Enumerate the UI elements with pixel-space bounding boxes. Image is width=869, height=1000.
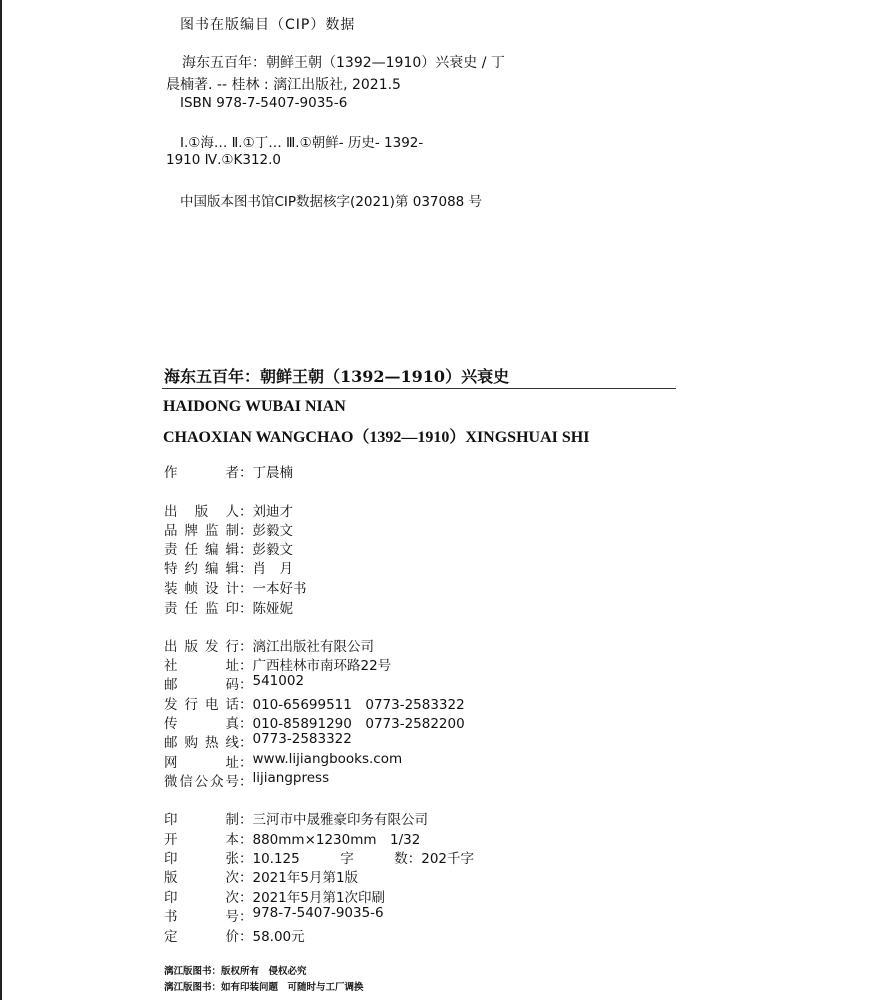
cip-classification-line-1: Ⅰ.①海… Ⅱ.①丁… Ⅲ.①朝鲜- 历史- 1392- [180, 135, 424, 151]
publisher-row-mail-order: 邮购热线 ： 0773-2583322 [164, 731, 352, 751]
printing-label: 开 本 [164, 832, 239, 848]
footer-quality-notice: 漓江版图书：如有印装问题 可随时与工厂调换 [164, 982, 364, 993]
cip-title-line-2: 晨楠著. -- 桂林 : 漓江出版社, 2021.5 [166, 77, 401, 93]
printing-label: 版 次 [164, 870, 239, 886]
publisher-label: 邮购热线 [164, 735, 239, 751]
cip-classification-line-2: 1910 Ⅳ.①K312.0 [166, 152, 282, 168]
publisher-value: 漓江出版社有限公司 [252, 639, 374, 655]
printing-row-impression: 印 次 ： 2021年5月第1次印刷 [164, 886, 385, 906]
publisher-value: 010-85891290 0773-2582200 [252, 716, 465, 732]
book-title-english-line-1: HAIDONG WUBAI NIAN [163, 398, 346, 415]
publisher-label: 网 址 [164, 755, 239, 771]
printing-row-format: 开 本 ： 880mm×1230mm 1/32 [164, 828, 420, 848]
publisher-label: 微信公众号 [164, 774, 239, 790]
credit-label: 装帧设计 [164, 581, 239, 597]
credit-label: 特约编辑 [164, 561, 239, 577]
printing-label: 印 制 [164, 812, 239, 828]
publisher-row-address: 社 址 ： 广西桂林市南环路22号 [164, 654, 391, 674]
cip-isbn: ISBN 978-7-5407-9035-6 [180, 95, 348, 111]
publisher-row-phone: 发行电话 ： 010-65699511 0773-2583322 [164, 693, 465, 713]
credit-row-editor: 责任编辑 ： 彭毅文 [164, 538, 293, 558]
printing-value: 2021年5月第1次印刷 [252, 890, 386, 906]
printing-value: 880mm×1230mm 1/32 [252, 832, 421, 848]
credit-value: 彭毅文 [252, 523, 293, 539]
publisher-label: 邮 码 [164, 677, 239, 693]
printing-value: 10.125 字 数：202千字 [252, 851, 475, 867]
credit-label: 责任监印 [164, 601, 239, 617]
printing-row-isbn: 书 号 ： 978-7-5407-9035-6 [164, 905, 384, 925]
credit-value: 丁晨楠 [252, 465, 293, 481]
publisher-row-postcode: 邮 码 ： 541002 [164, 673, 305, 693]
credit-row-publisher-person: 出 版 人 ： 刘迪才 [164, 500, 293, 520]
credit-value: 陈娅妮 [252, 601, 293, 617]
printing-label: 定 价 [164, 929, 239, 945]
publisher-row-fax: 传 真 ： 010-85891290 0773-2582200 [164, 712, 465, 732]
printing-label: 书 号 [164, 909, 239, 925]
credit-row-brand-supervisor: 品牌监制 ： 彭毅文 [164, 519, 293, 539]
credit-value: 刘迪才 [252, 504, 293, 520]
publisher-label: 出版发行 [164, 639, 239, 655]
publisher-value: 0773-2583322 [252, 731, 352, 747]
credit-row-print-supervisor: 责任监印 ： 陈娅妮 [164, 597, 293, 617]
publisher-value: 广西桂林市南环路22号 [252, 658, 392, 674]
printing-label: 印 张 [164, 851, 239, 867]
publisher-row-wechat: 微信公众号 ： lijiangpress [164, 770, 330, 790]
printing-value: 2021年5月第1版 [252, 870, 359, 886]
credit-label: 作 者 [164, 465, 239, 481]
cip-title-line-1: 海东五百年：朝鲜王朝（1392—1910）兴衰史 / 丁 [182, 55, 505, 71]
printing-row-printer: 印 制 ： 三河市中晟雅豪印务有限公司 [164, 808, 428, 828]
publisher-label: 传 真 [164, 716, 239, 732]
publisher-label: 社 址 [164, 658, 239, 674]
credit-label: 出 版 人 [164, 504, 239, 520]
credit-value: 彭毅文 [252, 542, 293, 558]
publisher-value: lijiangpress [252, 770, 330, 786]
page-left-border [0, 0, 2, 1000]
cip-approval-number: 中国版本图书馆CIP数据核字(2021)第 037088 号 [180, 194, 483, 210]
footer-copyright-notice: 漓江版图书：版权所有 侵权必究 [164, 966, 307, 977]
credit-label: 责任编辑 [164, 542, 239, 558]
publisher-value: 541002 [252, 673, 305, 689]
publisher-label: 发行电话 [164, 697, 239, 713]
credit-value: 肖 月 [252, 561, 293, 577]
book-title-english-line-2: CHAOXIAN WANGCHAO（1392—1910）XINGSHUAI SHI [163, 429, 590, 446]
credit-row-author: 作 者 ： 丁晨楠 [164, 461, 293, 481]
printing-row-sheets: 印 张 ： 10.125 字 数：202千字 [164, 847, 474, 867]
printing-value: 三河市中晟雅豪印务有限公司 [252, 812, 428, 828]
printing-row-edition: 版 次 ： 2021年5月第1版 [164, 866, 358, 886]
book-title-chinese: 海东五百年：朝鲜王朝（1392—1910）兴衰史 [164, 367, 510, 386]
title-divider [162, 388, 676, 389]
publisher-value: www.lijiangbooks.com [252, 751, 403, 767]
publisher-value: 010-65699511 0773-2583322 [252, 697, 465, 713]
printing-value: 58.00元 [252, 929, 305, 945]
printing-label: 印 次 [164, 890, 239, 906]
publisher-row-distributor: 出版发行 ： 漓江出版社有限公司 [164, 635, 374, 655]
credit-label: 品牌监制 [164, 523, 239, 539]
credit-value: 一本好书 [252, 581, 307, 597]
printing-value: 978-7-5407-9035-6 [252, 905, 384, 921]
credit-row-contract-editor: 特约编辑 ： 肖 月 [164, 557, 293, 577]
printing-row-price: 定 价 ： 58.00元 [164, 925, 305, 945]
credit-row-designer: 装帧设计 ： 一本好书 [164, 577, 307, 597]
publisher-row-website: 网 址 ： www.lijiangbooks.com [164, 751, 403, 771]
cip-heading: 图书在版编目（CIP）数据 [180, 17, 356, 33]
